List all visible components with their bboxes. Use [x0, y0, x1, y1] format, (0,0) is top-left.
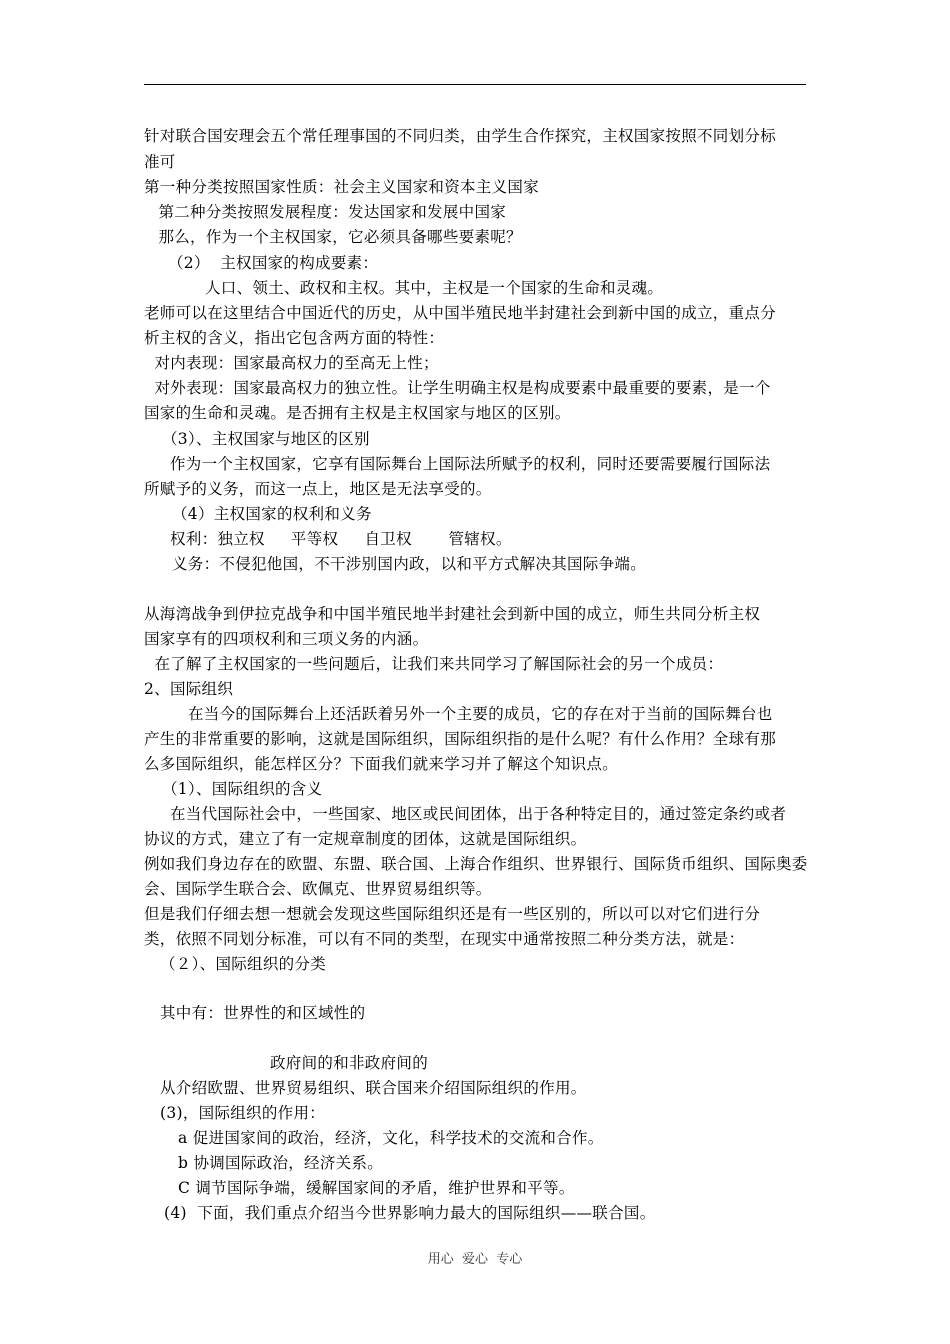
text-line: (4) 下面，我们重点介绍当今世界影响力最大的国际组织——联合国。: [164, 1204, 656, 1222]
text-line: (3)，国际组织的作用：: [160, 1104, 326, 1122]
text-line: 类，依照不同划分标准，可以有不同的类型，在现实中通常按照二种分类方法，就是：: [144, 930, 745, 948]
text-line: 所赋予的义务，而这一点上，地区是无法享受的。: [144, 480, 492, 498]
text-line: 准可: [144, 153, 176, 171]
text-line: 那么，作为一个主权国家，它必须具备哪些要素呢？: [148, 228, 522, 246]
text-line: 从介绍欧盟、世界贸易组织、联合国来介绍国际组织的作用。: [160, 1079, 587, 1097]
text-line: 2、国际组织: [144, 680, 234, 698]
text-line: （1）、国际组织的含义: [162, 780, 323, 798]
text-line: C 调节国际争端，缓解国家间的矛盾，维护世界和平等。: [178, 1179, 575, 1197]
text-line: 义务：不侵犯他国，不干涉别国内政，以和平方式解决其国际争端。: [172, 555, 647, 573]
text-line: 权利：独立权 平等权 自卫权 管辖权。: [170, 530, 512, 548]
text-line: a 促进国家间的政治，经济，文化，科学技术的交流和合作。: [178, 1129, 604, 1147]
text-line: 老师可以在这里结合中国近代的历史，从中国半殖民地半封建社会到新中国的成立，重点分: [144, 304, 777, 322]
header-rule: [144, 84, 806, 85]
text-line: 其中有：世界性的和区域性的: [160, 1004, 366, 1022]
text-line: 析主权的含义，指出它包含两方面的特性：: [144, 329, 445, 347]
text-line: b 协调国际政治，经济关系。: [178, 1154, 384, 1172]
text-line: 对外表现：国家最高权力的独立性。让学生明确主权是构成要素中最重要的要素，是一个: [144, 379, 771, 397]
text-line: 第一种分类按照国家性质：社会主义国家和资本主义国家: [144, 178, 540, 196]
text-line: 例如我们身边存在的欧盟、东盟、联合国、上海合作组织、世界银行、国际货币组织、国际奥委: [144, 855, 808, 873]
text-line: 在当代国际社会中，一些国家、地区或民间团体，出于各种特定目的，通过签定条约或者: [170, 805, 787, 823]
text-line: 对内表现：国家最高权力的至高无上性；: [144, 354, 439, 372]
text-line: （２）、国际组织的分类: [160, 955, 327, 973]
text-line: 人口、领土、政权和主权。其中，主权是一个国家的生命和灵魂。: [205, 279, 664, 297]
text-line: （3）、主权国家与地区的区别: [162, 430, 370, 448]
text-line: （2） 主权国家的构成要素：: [168, 254, 379, 272]
text-line: 么多国际组织，能怎样区分？下面我们就来学习并了解这个知识点。: [144, 755, 619, 773]
text-line: 会、国际学生联合会、欧佩克、世界贸易组织等。: [144, 880, 492, 898]
text-line: 在了解了主权国家的一些问题后，让我们来共同学习了解国际社会的另一个成员：: [144, 655, 724, 673]
text-line: 产生的非常重要的影响，这就是国际组织，国际组织指的是什么呢？有什么作用？全球有那: [144, 730, 777, 748]
text-line: 作为一个主权国家，它享有国际舞台上国际法所赋予的权利，同时还要需要履行国际法: [170, 455, 771, 473]
text-line: 在当今的国际舞台上还活跃着另外一个主要的成员，它的存在对于当前的国际舞台也: [188, 705, 773, 723]
text-line: 第二种分类按照发展程度：发达国家和发展中国家: [148, 203, 507, 221]
text-line: 国家享有的四项权利和三项义务的内涵。: [144, 630, 429, 648]
text-line: 针对联合国安理会五个常任理事国的不同归类，由学生合作探究，主权国家按照不同划分标: [144, 127, 777, 145]
text-line: 协议的方式，建立了有一定规章制度的团体，这就是国际组织。: [144, 830, 587, 848]
text-line: 政府间的和非政府间的: [270, 1054, 429, 1072]
text-line: （4）主权国家的权利和义务: [172, 505, 372, 523]
page-footer: 用心 爱心 专心: [427, 1252, 523, 1267]
text-line: 从海湾战争到伊拉克战争和中国半殖民地半封建社会到新中国的成立，师生共同分析主权: [144, 605, 761, 623]
text-line: 但是我们仔细去想一想就会发现这些国际组织还是有一些区别的，所以可以对它们进行分: [144, 905, 761, 923]
text-line: 国家的生命和灵魂。是否拥有主权是主权国家与地区的区别。: [144, 404, 571, 422]
